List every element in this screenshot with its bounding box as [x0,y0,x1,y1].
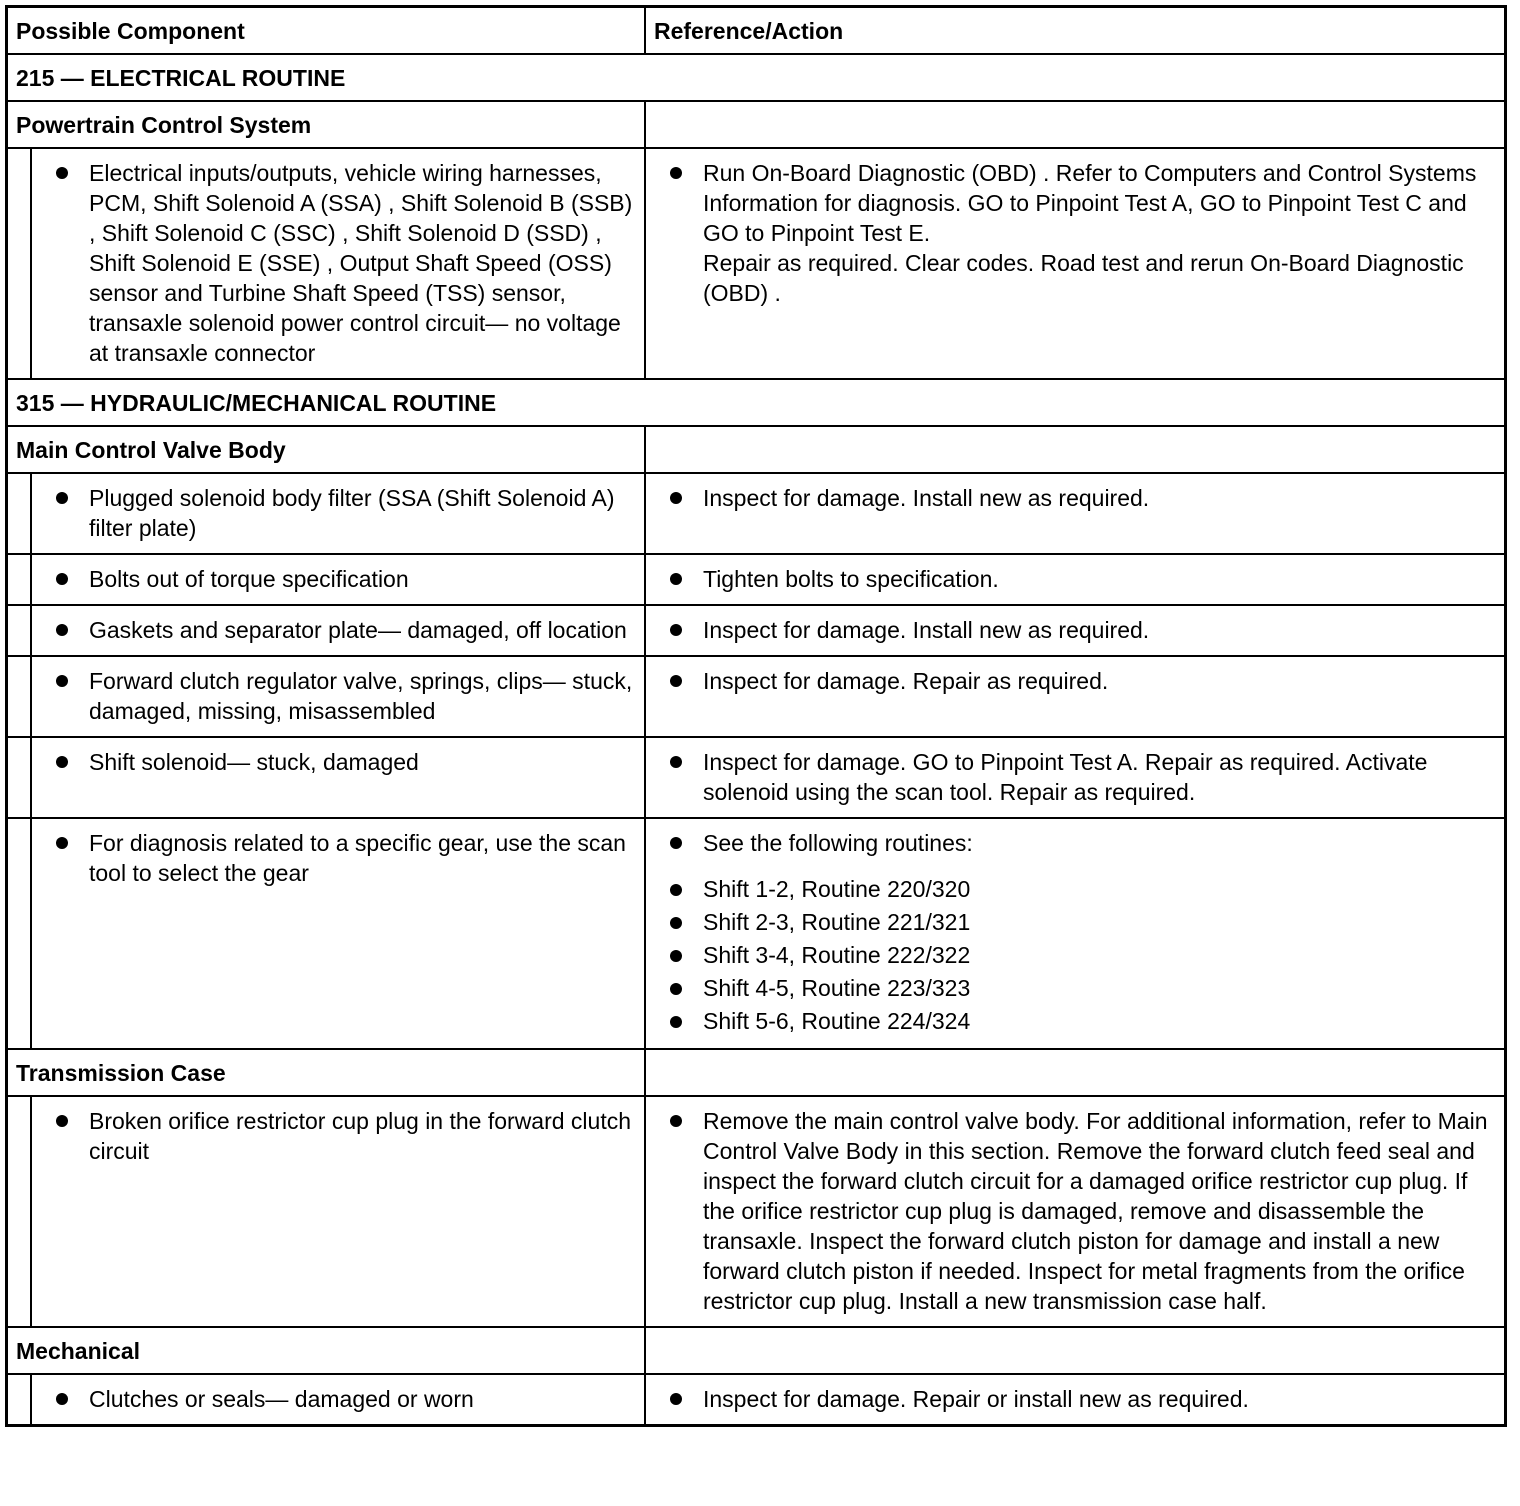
action-cell [646,819,1504,1048]
bullet-icon [670,917,682,929]
bullet-icon [56,837,68,849]
table-row [8,553,1504,604]
action-cell [646,1097,1504,1326]
action-cell [646,149,1504,378]
routine-text: Shift 4-5, Routine 223/323 [703,975,971,1001]
component-text: Plugged solenoid body filter (SSA (Shift Solenoid A) filter plate) [89,485,615,541]
bullet-icon [670,167,682,179]
component-item [32,606,644,655]
routine-text: Shift 5-6, Routine 224/324 [703,1008,971,1034]
component-text: Forward clutch regulator valve, springs, clips— stuck, damaged, missing, misassembled [89,668,633,724]
group-title-transmission-case: Transmission Case [8,1050,646,1095]
action-cell [646,1375,1504,1424]
action-cell [646,606,1504,655]
bullet-icon [56,167,68,179]
table-row [8,472,1504,553]
component-cell [8,555,646,604]
action-item [670,158,1496,308]
header-reference-action: Reference/Action [654,18,844,44]
section-title-hydraulic: 315 — HYDRAULIC/MECHANICAL ROUTINE [16,390,497,416]
list-item [670,1005,1496,1038]
group-row [8,425,1504,472]
component-cell [8,819,646,1048]
bullet-icon [670,950,682,962]
indent-column [8,555,32,604]
group-row [8,100,1504,147]
component-text: Broken orifice restrictor cup plug in the forward clutch circuit [89,1108,632,1164]
component-item [32,738,644,817]
component-item [32,1375,644,1424]
table-row [8,1095,1504,1326]
table-row [8,147,1504,378]
group-title-mechanical: Mechanical [8,1328,646,1373]
diagnosis-table [5,5,1507,1427]
bullet-icon [670,884,682,896]
component-item [32,819,644,1048]
routine-text: Shift 2-3, Routine 221/321 [703,909,971,935]
component-text: Electrical inputs/outputs, vehicle wiring harnesses, PCM, Shift Solenoid A (SSA) , Shift Solenoid B (SSB) , Shift Solenoid C (SSC) , Shift Solenoid D (SSD) , Shift Solenoid E (SSE) , Output Shaft Speed (OSS) sensor and Turbine Shaft Speed (TSS) sensor, transaxle solenoid power control circuit— no voltage at transaxle connector [89,160,633,366]
table-row [8,817,1504,1048]
component-item [32,657,644,736]
bullet-icon [670,756,682,768]
table-row [8,736,1504,817]
table-row [8,604,1504,655]
action-text: Tighten bolts to specification. [703,566,999,592]
action-cell [646,738,1504,817]
bullet-icon [56,675,68,687]
bullet-icon [56,1115,68,1127]
action-item [670,828,1496,858]
action-text: Inspect for damage. GO to Pinpoint Test A. Repair as required. Activate solenoid using the scan tool. Repair as required. [703,749,1428,805]
bullet-icon [56,624,68,636]
bullet-icon [670,1115,682,1127]
bullet-icon [56,756,68,768]
component-cell [8,738,646,817]
bullet-icon [670,573,682,585]
group-empty-cell [646,102,1504,147]
component-text: Shift solenoid— stuck, damaged [89,749,419,775]
list-item [670,906,1496,939]
group-title-powertrain: Powertrain Control System [8,102,646,147]
indent-column [8,149,32,378]
bullet-icon [670,675,682,687]
action-cell [646,657,1504,736]
section-row [8,378,1504,425]
section-row [8,53,1504,100]
action-cell [646,555,1504,604]
component-cell [8,657,646,736]
header-possible-component: Possible Component [8,8,646,53]
list-item [670,972,1496,1005]
component-cell [8,149,646,378]
component-text: Clutches or seals— damaged or worn [89,1386,474,1412]
action-text: Remove the main control valve body. For additional information, refer to Main Control Valve Body in this section. Remove the forward clutch feed seal and inspect the forward clutch circuit for a damaged orifice restrictor cup plug. If the orifice restrictor cup plug is damaged, remove and disassemble the transaxle. Inspect the forward clutch piston for damage and install a new forward clutch piston if needed. Inspect for metal fragments from the orifice restrictor cup plug. Install a new transmission case half. [703,1108,1488,1314]
component-item [32,149,644,378]
action-text: Inspect for damage. Repair or install new as required. [703,1386,1249,1412]
list-item [670,873,1496,906]
action-text: Run On-Board Diagnostic (OBD) . Refer to Computers and Control Systems Information for diagnosis. GO to Pinpoint Test A, GO to Pinpoint Test C and GO to Pinpoint Test E. [703,160,1477,246]
action-text-repair: Repair as required. Clear codes. Road test and rerun On-Board Diagnostic (OBD) . [703,250,1464,306]
indent-column [8,606,32,655]
component-text: For diagnosis related to a specific gear, use the scan tool to select the gear [89,830,626,886]
component-item [32,555,644,604]
routine-list [670,873,1496,1038]
group-empty-cell [646,1328,1504,1373]
group-empty-cell [646,427,1504,472]
bullet-icon [56,1393,68,1405]
table-row [8,655,1504,736]
group-row [8,1326,1504,1373]
bullet-icon [56,573,68,585]
bullet-icon [670,624,682,636]
indent-column [8,819,32,1048]
component-cell [8,474,646,553]
table-header-row [8,8,1504,53]
component-cell [8,1375,646,1424]
bullet-icon [670,1016,682,1028]
bullet-icon [670,837,682,849]
bullet-icon [670,1393,682,1405]
group-empty-cell [646,1050,1504,1095]
indent-column [8,1375,32,1424]
action-cell [646,474,1504,553]
bullet-icon [670,492,682,504]
action-text: Inspect for damage. Install new as required. [703,485,1150,511]
section-title-electrical: 215 — ELECTRICAL ROUTINE [16,65,346,91]
component-text: Gaskets and separator plate— damaged, off location [89,617,627,643]
routine-text: Shift 1-2, Routine 220/320 [703,876,971,902]
action-text: Inspect for damage. Repair as required. [703,668,1109,694]
routine-text: Shift 3-4, Routine 222/322 [703,942,971,968]
bullet-icon [670,983,682,995]
bullet-icon [56,492,68,504]
action-text: Inspect for damage. Install new as required. [703,617,1150,643]
list-item [670,939,1496,972]
indent-column [8,474,32,553]
component-text: Bolts out of torque specification [89,566,409,592]
indent-column [8,1097,32,1326]
component-cell [8,1097,646,1326]
component-item [32,1097,644,1326]
action-text: See the following routines: [703,830,973,856]
group-title-main-valve-body: Main Control Valve Body [8,427,646,472]
component-item [32,474,644,553]
component-cell [8,606,646,655]
indent-column [8,738,32,817]
group-row [8,1048,1504,1095]
table-row [8,1373,1504,1424]
indent-column [8,657,32,736]
